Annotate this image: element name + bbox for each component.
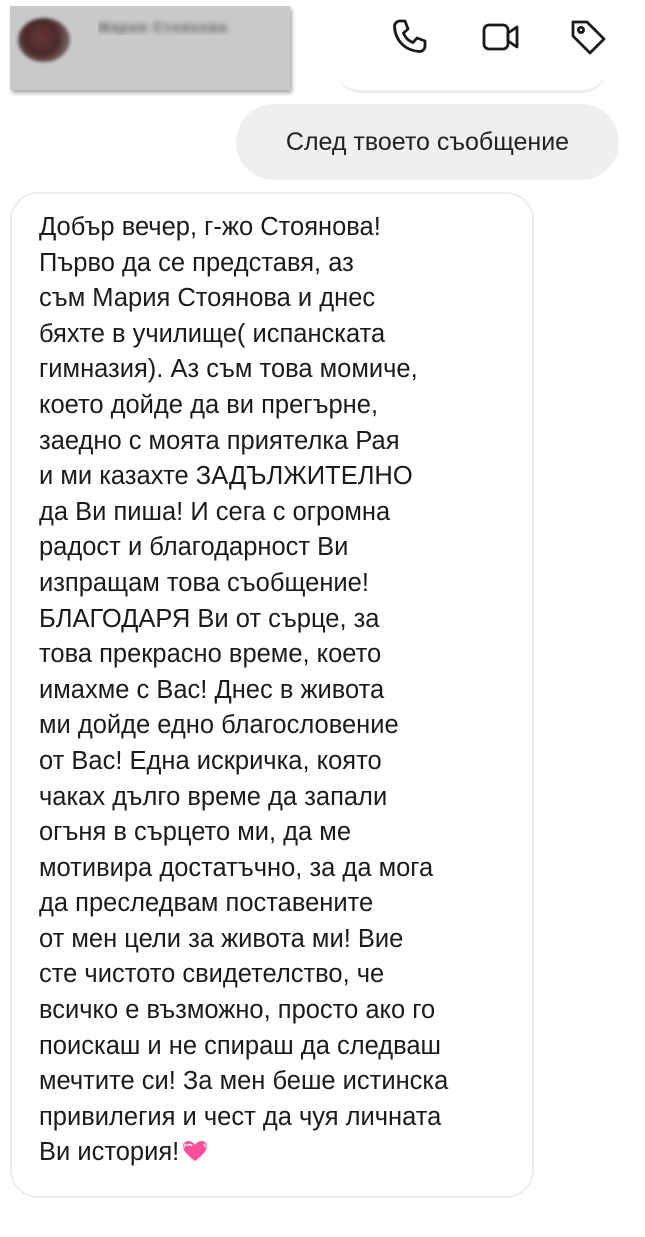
message-line: съм Мария Стоянова и днес — [39, 284, 376, 313]
message-line: чаках дълго време да запали — [39, 782, 388, 811]
message-line: от мен цели за живота ми! Вие — [39, 924, 404, 953]
message-line: ми дойде едно благословение — [39, 711, 399, 740]
message-line: мечтите си! За мен беше истинска — [39, 1067, 449, 1096]
sent-message-text: След твоето съобщение — [285, 127, 570, 156]
message-line: мотивира достатъчно, за да мога — [39, 853, 434, 882]
contact-info-redacted[interactable] — [10, 6, 290, 90]
message-line: поискаш и не спираш да следваш — [39, 1031, 441, 1060]
message-line: имахме с Вас! Днес в живота — [39, 675, 385, 704]
message-line-text: Ви история! — [39, 1138, 180, 1167]
avatar[interactable] — [18, 18, 70, 62]
message-line: радост и благодарност Ви — [39, 533, 349, 562]
message-line: Първо да се представя, аз — [39, 248, 354, 277]
message-line: да преследвам поставените — [39, 889, 374, 918]
message-line: да Ви пиша! И сега с огромна — [39, 497, 391, 526]
message-line: гимназия). Аз съм това момиче, — [39, 355, 418, 384]
message-line: заедно с моята приятелка Рая — [39, 426, 400, 455]
message-line: БЛАГОДАРЯ Ви от сърце, за — [39, 604, 380, 633]
previous-message-bubble — [336, 60, 606, 93]
received-message-bubble[interactable] — [10, 192, 534, 1198]
message-line: бяхте в училище( испанската — [39, 319, 386, 348]
contact-name[interactable]: Мария Стоянова — [98, 19, 228, 35]
message-line-last — [39, 1135, 519, 1171]
message-line: от Вас! Една искричка, която — [39, 746, 382, 775]
message-line: и ми казахте ЗАДЪЛЖИТЕЛНО — [39, 462, 413, 491]
received-message-text — [39, 210, 519, 1171]
message-line: привилегия и чест да чуя личната — [39, 1102, 442, 1131]
tag-icon[interactable] — [565, 14, 611, 60]
message-line: всичко е възможно, просто ако го — [39, 996, 436, 1025]
video-call-icon[interactable] — [478, 14, 524, 60]
sent-message-bubble[interactable] — [236, 104, 619, 180]
message-line: това прекрасно време, което — [39, 640, 382, 669]
message-line: сте чистото свидетелство, че — [39, 960, 385, 989]
phone-icon[interactable] — [386, 14, 432, 60]
message-line: изпращам това съобщение! — [39, 568, 369, 597]
heart-with-ribbon-icon — [181, 1138, 209, 1162]
message-line: огъня в сърцето ми, да ме — [39, 818, 352, 847]
message-line: което дойде да ви прегърне, — [39, 390, 379, 419]
message-line: Добър вечер, г-жо Стоянова! — [39, 213, 381, 241]
